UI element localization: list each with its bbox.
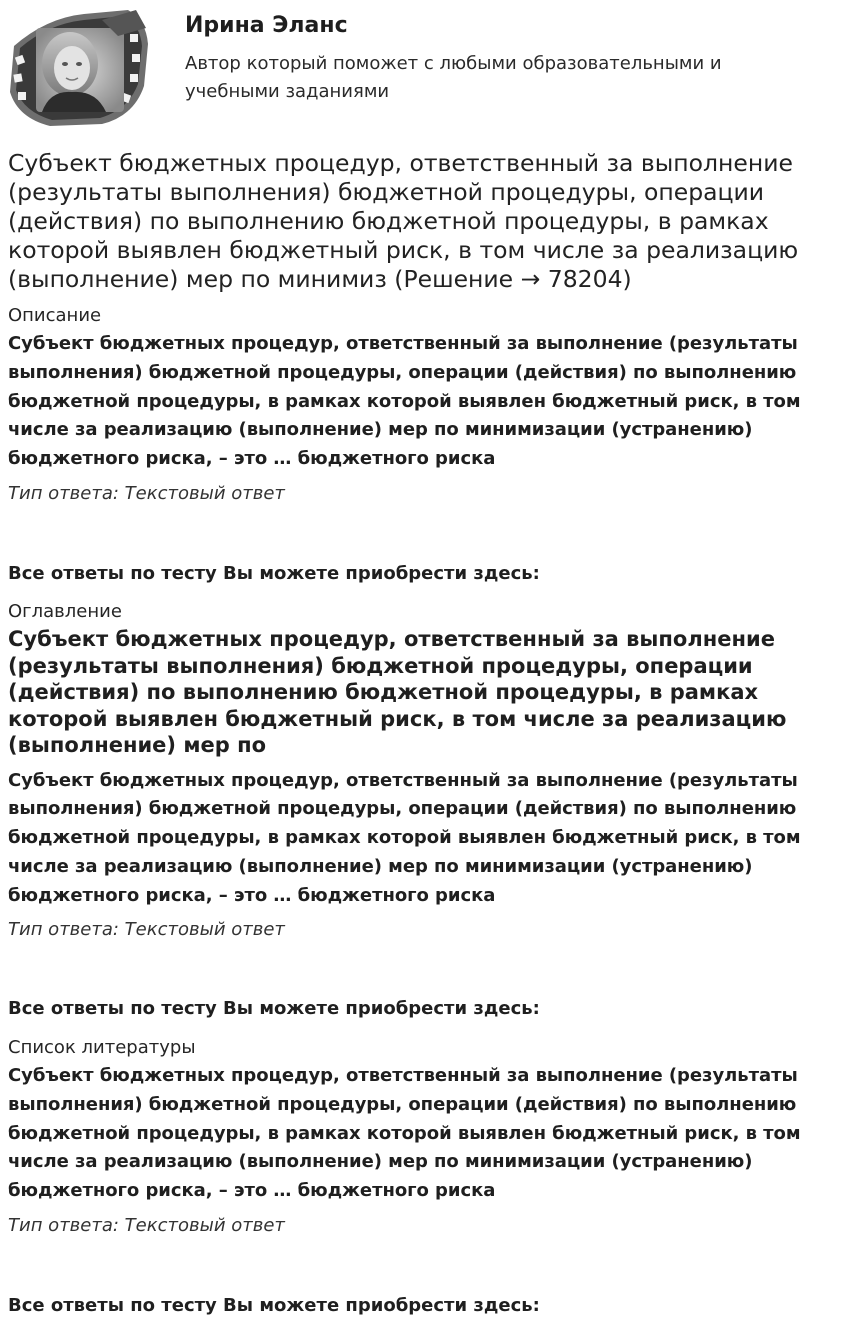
toc-section xyxy=(8,600,843,942)
literature-label: Список литературы xyxy=(8,1037,196,1058)
description-label: Описание xyxy=(8,305,102,326)
author-header xyxy=(0,0,847,135)
author-name[interactable]: Ирина Эланс xyxy=(185,13,348,38)
toc-text: Субъект бюджетных процедур, ответственный за выполнение (результаты выполнения) бюджетной процедуры, операции (действия) по выполнению бюджетной процедуры, в рамках которой выявлен бюджетный риск, в том числе за реализацию (выполнение) мер по минимизации (устранению) бюджетного риска, – это … бюджетного риска xyxy=(8,769,801,906)
film-frame-photo-icon xyxy=(6,6,152,128)
answer-type: Тип ответа: Текстовый ответ xyxy=(8,919,285,941)
description-text: Субъект бюджетных процедур, ответственный за выполнение (результаты выполнения) бюджетной процедуры, операции (действия) по выполнению бюджетной процедуры, в рамках которой выявлен бюджетный риск, в том числе за реализацию (выполнение) мер по минимизации (устранению) бюджетного риска, – это … бюджетного риска xyxy=(8,333,801,470)
author-avatar[interactable] xyxy=(6,6,152,128)
buy-answers-link[interactable]: Все ответы по тесту Вы можете приобрести здесь: xyxy=(8,1295,540,1316)
page-title: Субъект бюджетных процедур, ответственный за выполнение (результаты выполнения) бюджетной процедуры, операции (действия) по выполнению бюджетной процедуры, в рамках которой выявлен бюджетный риск, в том числе за реализацию (выполнение) мер по минимиз (Решение → 78204) xyxy=(8,149,799,293)
toc-heading: Субъект бюджетных процедур, ответственный за выполнение (результаты выполнения) бюджетной процедуры, операции (действия) по выполнению бюджетной процедуры, в рамках которой выявлен бюджетный риск, в том числе за реализацию (выполнение) мер по xyxy=(8,627,787,757)
author-description: Автор который поможет с любыми образовательными и учебными заданиями xyxy=(185,53,722,102)
answer-type: Тип ответа: Текстовый ответ xyxy=(8,482,285,504)
buy-answers-link[interactable]: Все ответы по тесту Вы можете приобрести здесь: xyxy=(8,998,540,1019)
literature-text: Субъект бюджетных процедур, ответственный за выполнение (результаты выполнения) бюджетной процедуры, операции (действия) по выполнению бюджетной процедуры, в рамках которой выявлен бюджетный риск, в том числе за реализацию (выполнение) мер по минимизации (устранению) бюджетного риска, – это … бюджетного риска xyxy=(8,1065,801,1202)
literature-section xyxy=(8,1036,843,1238)
toc-label: Оглавление xyxy=(8,601,122,622)
description-section xyxy=(8,304,843,506)
answer-type: Тип ответа: Текстовый ответ xyxy=(8,1214,285,1236)
buy-answers-link[interactable]: Все ответы по тесту Вы можете приобрести здесь: xyxy=(8,563,540,584)
